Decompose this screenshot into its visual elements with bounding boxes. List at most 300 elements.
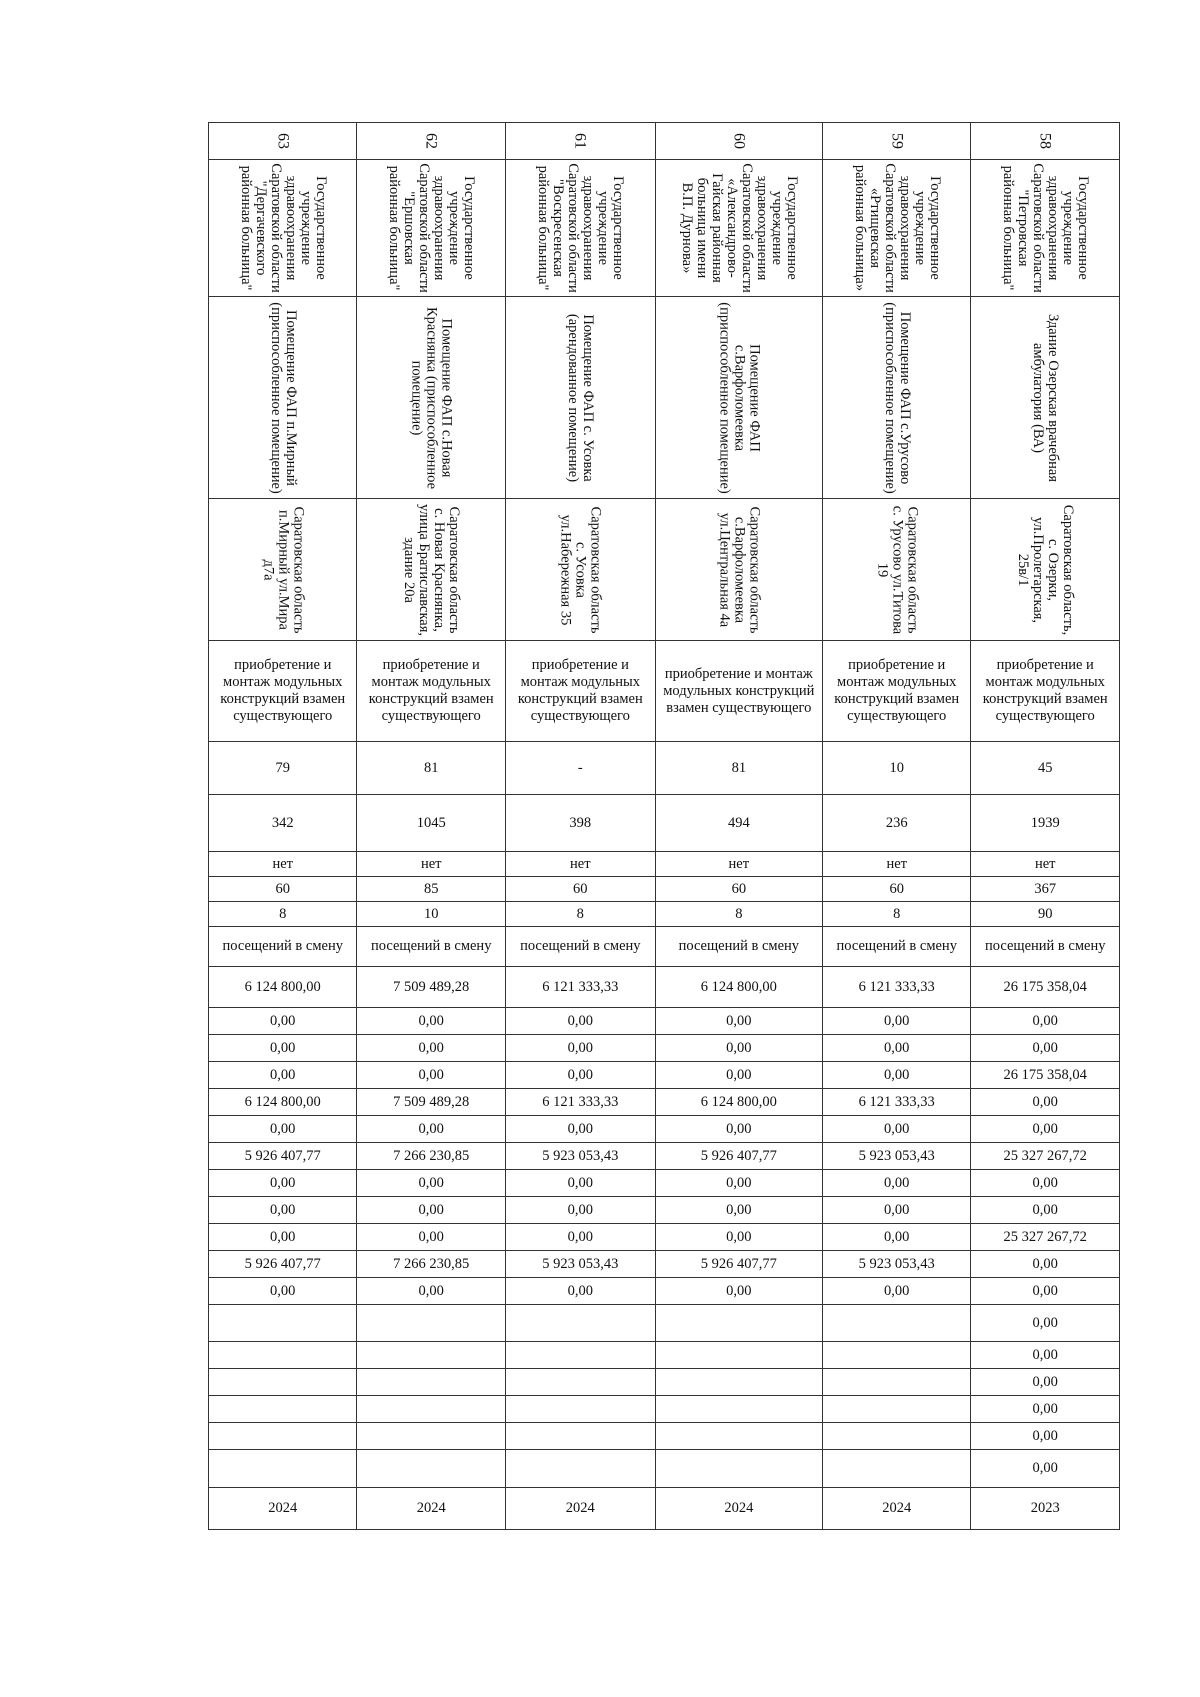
cell (209, 795, 357, 852)
row-money-9 (209, 1197, 1120, 1224)
cell-text: 0,00 (418, 1012, 444, 1029)
cell-text: 0,00 (418, 1174, 444, 1191)
cell-text: 62 (422, 133, 440, 149)
cell-text: 60 (275, 880, 290, 897)
cell-text: 85 (423, 880, 439, 897)
cell (971, 1062, 1120, 1089)
cell (655, 1089, 822, 1116)
cell-text: 26 175 358,04 (1003, 1066, 1087, 1083)
cell-text (357, 1322, 504, 1324)
cell-text: 0,00 (418, 1228, 444, 1245)
cell-text: 79 (275, 759, 290, 776)
cell-text (357, 1468, 504, 1470)
cell (209, 123, 357, 160)
cell (655, 967, 822, 1008)
cell-text (506, 1468, 655, 1470)
cell (505, 852, 655, 877)
cell (822, 1278, 970, 1305)
row-money-11 (209, 1251, 1120, 1278)
cell (357, 902, 505, 927)
data-table (208, 122, 1120, 1530)
cell-text: 81 (731, 759, 747, 776)
cell (822, 1035, 970, 1062)
row-money-2 (209, 1008, 1120, 1035)
cell-text: приобретение и монтаж модульных конструкций взамен существующего (368, 657, 494, 724)
cell (822, 1224, 970, 1251)
row-money-17 (209, 1423, 1120, 1450)
cell-text: 0,00 (726, 1066, 752, 1083)
cell-text: 0,00 (567, 1228, 593, 1245)
cell (655, 1488, 822, 1530)
cell-text: Саратовская область с.Варфоломеевка ул.Центральная 4а (716, 506, 763, 633)
cell-text: посещений в смену (370, 938, 492, 954)
cell (655, 160, 822, 297)
cell (505, 1035, 655, 1062)
cell-text (506, 1435, 655, 1437)
cell-text: 59 (888, 133, 906, 149)
cell-text: 0,00 (726, 1012, 752, 1029)
cell (505, 795, 655, 852)
cell (209, 1396, 357, 1423)
cell-text: 6 121 333,33 (542, 978, 619, 995)
cell-text: 2024 (882, 1500, 912, 1516)
cell (971, 927, 1120, 967)
cell-text (209, 1408, 356, 1410)
cell-text: Помещение ФАП с.Варфоломеевка (приспособленное помещение) (716, 301, 763, 494)
cell-text: 0,00 (270, 1066, 296, 1083)
cell-text: 0,00 (884, 1066, 910, 1083)
cell-text: 2024 (268, 1500, 298, 1516)
cell-text: 6 121 333,33 (858, 978, 935, 995)
cell-text: 45 (1037, 759, 1053, 776)
cell (505, 1116, 655, 1143)
cell (655, 877, 822, 902)
row-money-8 (209, 1170, 1120, 1197)
cell (655, 927, 822, 967)
cell-text: приобретение и монтаж модульных конструкций взамен существующего (220, 657, 346, 724)
cell (505, 742, 655, 795)
cell-text: 0,00 (567, 1012, 593, 1029)
cell-text: 0,00 (1032, 1039, 1058, 1056)
cell (655, 1170, 822, 1197)
cell (822, 1396, 970, 1423)
cell (505, 1450, 655, 1488)
cell-text: 0,00 (726, 1174, 752, 1191)
cell-text: 0,00 (567, 1120, 593, 1137)
cell-text: 0,00 (418, 1201, 444, 1218)
cell (971, 1116, 1120, 1143)
cell (357, 160, 505, 297)
cell-text: 0,00 (567, 1066, 593, 1083)
cell-text: нет (1034, 855, 1056, 872)
cell (822, 1116, 970, 1143)
cell-text (823, 1435, 970, 1437)
cell-text: 0,00 (1032, 1012, 1058, 1029)
row-money-3 (209, 1035, 1120, 1062)
cell-text: 6 124 800,00 (244, 1093, 321, 1110)
cell (971, 1423, 1120, 1450)
cell-text: 5 926 407,77 (700, 1255, 777, 1272)
cell-text: Саратовская область, с. Озерки, ул.Пролетарская, 25в/1 (1015, 504, 1077, 635)
cell (505, 1369, 655, 1396)
cell (357, 499, 505, 641)
cell (209, 902, 357, 927)
cell-text: посещений в смену (520, 938, 641, 954)
cell-text: 0,00 (567, 1282, 593, 1299)
cell (357, 1062, 505, 1089)
cell (655, 641, 822, 742)
cell-text: приобретение и монтаж модульных конструкций взамен существующего (663, 665, 815, 716)
cell-text (823, 1322, 970, 1324)
cell-text: 63 (274, 133, 292, 149)
cell-text (357, 1354, 504, 1356)
cell (822, 1089, 970, 1116)
cell-text: 0,00 (418, 1066, 444, 1083)
cell (655, 1008, 822, 1035)
cell-text: 0,00 (726, 1039, 752, 1056)
cell (971, 1170, 1120, 1197)
cell (357, 967, 505, 1008)
cell-text (823, 1408, 970, 1410)
cell-text (357, 1408, 504, 1410)
cell (655, 1062, 822, 1089)
cell-text: 58 (1036, 133, 1054, 149)
cell (505, 967, 655, 1008)
cell (822, 1062, 970, 1089)
cell (357, 927, 505, 967)
cell-text: 1045 (416, 814, 446, 831)
cell-text: 236 (885, 814, 908, 831)
cell (655, 1116, 822, 1143)
cell (357, 852, 505, 877)
cell-text: Государственное учреждение здравоохранения Саратовской области "Ершовская районная больница" (386, 163, 478, 293)
cell-text: 2024 (416, 1500, 446, 1516)
row-money-7 (209, 1143, 1120, 1170)
cell (822, 123, 970, 160)
cell-text: 0,00 (270, 1039, 296, 1056)
row-money-10 (209, 1224, 1120, 1251)
cell-text: нет (886, 855, 907, 872)
cell (822, 1008, 970, 1035)
cell (209, 852, 357, 877)
cell (209, 927, 357, 967)
cell-text: 0,00 (418, 1039, 444, 1056)
cell (357, 1278, 505, 1305)
cell (822, 1488, 970, 1530)
cell-text: 60 (730, 133, 748, 149)
cell (971, 123, 1120, 160)
cell (505, 1224, 655, 1251)
cell-text: 0,00 (1032, 1093, 1058, 1110)
cell-text (209, 1381, 356, 1383)
cell-text: посещений в смену (985, 938, 1106, 954)
cell (357, 1035, 505, 1062)
cell-text: 0,00 (726, 1282, 752, 1299)
cell (209, 641, 357, 742)
cell (822, 1342, 970, 1369)
cell-text (656, 1354, 822, 1356)
cell-text: 90 (1037, 905, 1053, 922)
cell (822, 927, 970, 967)
cell-text (656, 1381, 822, 1383)
cell (822, 1251, 970, 1278)
cell (822, 1450, 970, 1488)
cell (971, 852, 1120, 877)
cell (209, 1423, 357, 1450)
cell (655, 1423, 822, 1450)
row-year (209, 1488, 1120, 1530)
cell (209, 1197, 357, 1224)
cell-text: 6 121 333,33 (542, 1093, 619, 1110)
cell (209, 1170, 357, 1197)
cell-text: 7 266 230,85 (393, 1255, 470, 1272)
cell (971, 1488, 1120, 1530)
cell-text: 0,00 (270, 1201, 296, 1218)
cell-text: 0,00 (1032, 1255, 1058, 1272)
cell (209, 1369, 357, 1396)
cell (209, 499, 357, 641)
cell (971, 742, 1120, 795)
cell (505, 160, 655, 297)
cell-text: 0,00 (1032, 1282, 1058, 1299)
cell (655, 123, 822, 160)
cell-text: 6 124 800,00 (700, 1093, 777, 1110)
cell-text: 0,00 (1032, 1460, 1058, 1476)
cell (971, 641, 1120, 742)
cell-text: приобретение и монтаж модульных конструкций взамен существующего (834, 657, 960, 724)
cell (505, 1062, 655, 1089)
cell-text: Помещение ФАП п.Мирный (приспособленное помещение) (267, 301, 299, 494)
cell-text (209, 1435, 356, 1437)
cell (209, 160, 357, 297)
cell-text: 6 124 800,00 (700, 978, 777, 995)
cell (971, 297, 1120, 499)
cell (357, 1305, 505, 1342)
cell-text: 1939 (1030, 814, 1060, 831)
cell (357, 1197, 505, 1224)
cell-text (506, 1408, 655, 1410)
cell (357, 1369, 505, 1396)
cell (357, 742, 505, 795)
cell (822, 1305, 970, 1342)
cell (822, 641, 970, 742)
cell (505, 1423, 655, 1450)
cell (505, 1197, 655, 1224)
cell (505, 1396, 655, 1423)
row-activity (209, 641, 1120, 742)
cell (655, 852, 822, 877)
cell-text: приобретение и монтаж модульных конструкций взамен существующего (982, 657, 1108, 724)
cell-text: 60 (573, 880, 588, 897)
cell-text: 0,00 (567, 1201, 593, 1218)
cell (822, 1423, 970, 1450)
cell (209, 1305, 357, 1342)
cell-text: 0,00 (884, 1120, 910, 1137)
cell-text: 398 (569, 814, 592, 831)
cell (822, 160, 970, 297)
cell (209, 877, 357, 902)
cell (357, 1116, 505, 1143)
cell (971, 160, 1120, 297)
cell (505, 1170, 655, 1197)
row-value-4 (209, 877, 1120, 902)
cell-text: нет (728, 855, 750, 872)
cell-text: 0,00 (884, 1039, 910, 1056)
cell-text: 10 (889, 759, 904, 776)
cell-text: Саратовская область с. Урусово ул.Титова 19 (874, 505, 921, 634)
cell (209, 1143, 357, 1170)
row-money-1 (209, 967, 1120, 1008)
cell (505, 123, 655, 160)
cell-text: 0,00 (270, 1174, 296, 1191)
cell (505, 1089, 655, 1116)
cell (505, 927, 655, 967)
cell (971, 877, 1120, 902)
row-unit (209, 927, 1120, 967)
cell (505, 1305, 655, 1342)
cell (505, 877, 655, 902)
cell (822, 1197, 970, 1224)
cell (209, 1008, 357, 1035)
cell (505, 1278, 655, 1305)
cell-text (209, 1468, 356, 1470)
cell (971, 1369, 1120, 1396)
cell-text: 7 266 230,85 (393, 1147, 470, 1164)
cell-text (209, 1354, 356, 1356)
cell (209, 1278, 357, 1305)
cell (655, 1396, 822, 1423)
cell (505, 1251, 655, 1278)
table-body (209, 123, 1120, 1530)
cell-text: 0,00 (1032, 1346, 1058, 1363)
cell (505, 902, 655, 927)
cell (655, 499, 822, 641)
cell-text: 6 121 333,33 (858, 1093, 935, 1110)
cell-text: 5 926 407,77 (244, 1147, 321, 1164)
cell-text (209, 1322, 356, 1324)
cell-text: 5 923 053,43 (542, 1147, 619, 1164)
row-address (209, 499, 1120, 641)
cell (971, 1305, 1120, 1342)
cell-text: 0,00 (884, 1228, 910, 1245)
row-number (209, 123, 1120, 160)
cell (357, 1251, 505, 1278)
cell (209, 1488, 357, 1530)
cell (655, 742, 822, 795)
cell (822, 742, 970, 795)
cell (209, 1224, 357, 1251)
cell-text (357, 1435, 504, 1437)
row-value-3 (209, 852, 1120, 877)
cell (357, 877, 505, 902)
cell (209, 1342, 357, 1369)
cell (822, 1369, 970, 1396)
cell (822, 795, 970, 852)
cell-text: Саратовская область п.Мирный ул.Мира д7а (260, 506, 307, 633)
cell-text: Государственное учреждение здравоохранения Саратовской области "Воскресенская районная больница" (535, 163, 627, 293)
cell-text: Помещение ФАП с.Новая Краснянка (приспособленное помещение) (408, 306, 455, 489)
cell-text: 61 (571, 133, 589, 149)
cell-text: 494 (727, 814, 750, 831)
cell (209, 967, 357, 1008)
cell-text: 0,00 (1032, 1201, 1058, 1218)
row-money-5 (209, 1089, 1120, 1116)
cell-text: 10 (423, 905, 439, 922)
cell (971, 1224, 1120, 1251)
cell-text: 0,00 (884, 1174, 910, 1191)
cell-text: 5 923 053,43 (858, 1147, 935, 1164)
cell-text (506, 1322, 655, 1324)
cell (209, 1450, 357, 1488)
cell-text: 2023 (1030, 1500, 1060, 1516)
cell (655, 1342, 822, 1369)
cell (505, 1008, 655, 1035)
cell (209, 1062, 357, 1089)
cell-text: Саратовская область с. Усовка ул.Набережная 35 (557, 506, 604, 633)
cell-text: 0,00 (1032, 1373, 1058, 1390)
cell (971, 1143, 1120, 1170)
cell-text (823, 1468, 970, 1470)
row-money-12 (209, 1278, 1120, 1305)
cell-text (656, 1435, 822, 1437)
cell (655, 1251, 822, 1278)
cell (655, 1224, 822, 1251)
cell (357, 795, 505, 852)
cell-text: 5 926 407,77 (700, 1147, 777, 1164)
cell-text: 5 926 407,77 (244, 1255, 321, 1272)
cell (209, 1116, 357, 1143)
cell-text: Государственное учреждение здравоохранения Саратовской области "Петровская районная больница" (1000, 163, 1092, 293)
cell-text: нет (420, 855, 442, 872)
cell-text: 367 (1034, 880, 1057, 897)
cell-text (656, 1408, 822, 1410)
cell-text: 0,00 (726, 1120, 752, 1137)
cell (357, 1423, 505, 1450)
cell-text: 8 (893, 905, 901, 922)
row-money-14 (209, 1342, 1120, 1369)
cell (357, 1143, 505, 1170)
cell-text: - (577, 759, 583, 776)
cell (357, 1342, 505, 1369)
row-value-2 (209, 795, 1120, 852)
cell-text: 25 327 267,72 (1003, 1147, 1087, 1164)
cell-text: Саратовская область с. Новая Краснянка, улица Братиславская, здание 20а (401, 503, 463, 636)
cell (971, 1008, 1120, 1035)
row-money-18 (209, 1450, 1120, 1488)
cell-text: 0,00 (726, 1201, 752, 1218)
cell (971, 795, 1120, 852)
cell-text: 26 175 358,04 (1003, 978, 1087, 995)
cell-text: 6 124 800,00 (244, 978, 321, 995)
cell (209, 742, 357, 795)
cell (971, 1089, 1120, 1116)
cell (209, 1251, 357, 1278)
cell (822, 1170, 970, 1197)
cell (357, 1089, 505, 1116)
row-money-15 (209, 1369, 1120, 1396)
cell-text: Помещение ФАП с.Урусово (приспособленное помещение) (881, 301, 913, 494)
cell (505, 1488, 655, 1530)
cell-text: 60 (731, 880, 747, 897)
cell-text: 0,00 (884, 1201, 910, 1218)
cell-text: 5 923 053,43 (858, 1255, 935, 1272)
cell-text: 0,00 (1032, 1400, 1058, 1417)
row-value-5 (209, 902, 1120, 927)
row-money-16 (209, 1396, 1120, 1423)
cell-text: 60 (889, 880, 904, 897)
cell-text: 0,00 (270, 1120, 296, 1137)
cell-text (656, 1322, 822, 1324)
